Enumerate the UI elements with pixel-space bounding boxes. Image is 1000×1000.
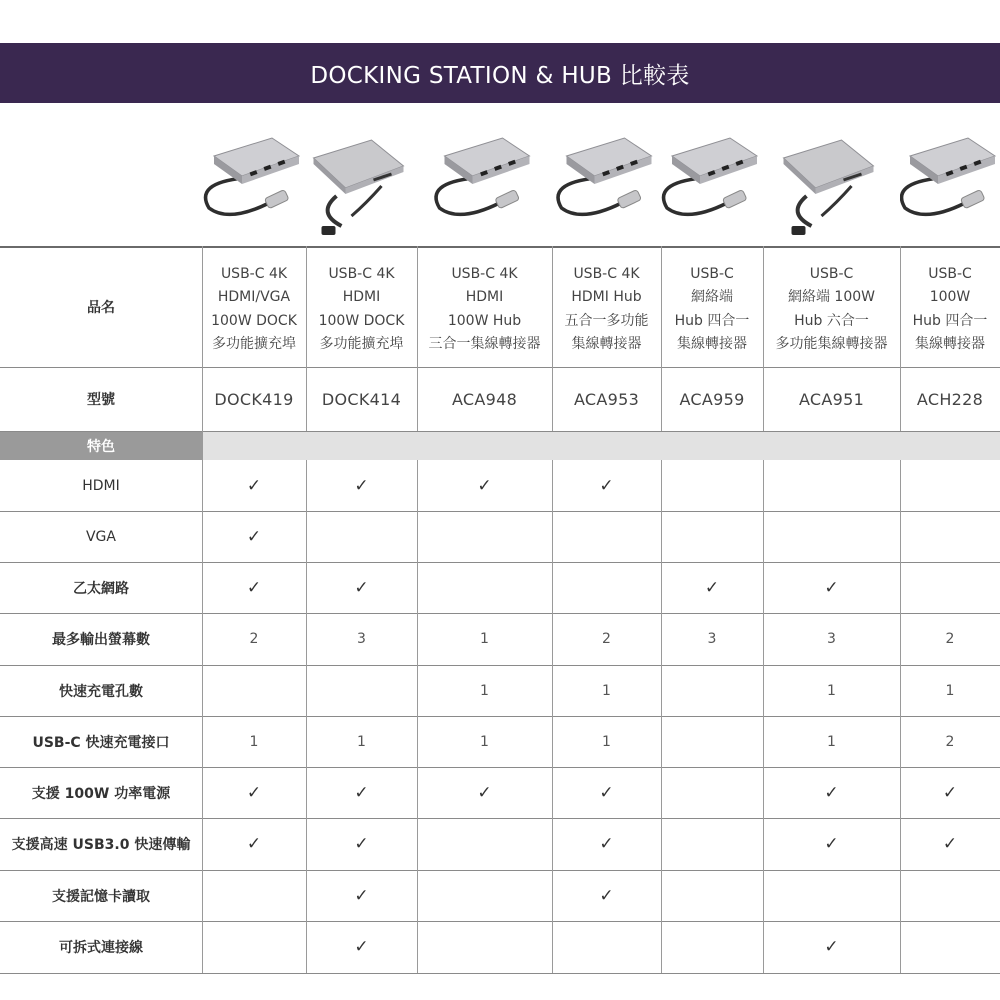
check-mark-icon: ✓ [246, 577, 262, 598]
check-mark-icon: ✓ [354, 937, 369, 957]
product-name-line: HDMI/VGA [217, 289, 291, 305]
product-name-line: 100W [929, 289, 971, 305]
row-label: 快速充電孔數 [59, 683, 143, 700]
row-label: 支援高速 USB3.0 快速傳輸 [11, 837, 191, 853]
usb-c-hub-image [202, 108, 306, 248]
check-mark-icon: ✓ [354, 834, 369, 854]
row-label: 支援 100W 功率電源 [31, 785, 171, 802]
check-mark-icon: ✓ [354, 475, 369, 496]
cell-value: 1 [602, 682, 611, 699]
check-mark-icon: ✓ [824, 834, 839, 854]
row-label-model: 型號 [87, 392, 115, 408]
product-name [202, 252, 306, 367]
product-name [552, 252, 661, 367]
cell-value: 1 [249, 733, 259, 750]
cell-value: 3 [357, 631, 366, 647]
check-mark-icon: ✓ [599, 782, 614, 803]
check-mark-icon: ✓ [354, 782, 369, 803]
product-name-line: USB-C 4K [451, 265, 518, 282]
cell-value: 2 [945, 631, 955, 647]
product-model: DOCK419 [214, 389, 294, 409]
check-mark-icon: ✓ [354, 885, 369, 906]
usb-c-hub-image [900, 108, 1000, 248]
product-model: ACA959 [679, 389, 745, 409]
docking-station-image [763, 108, 900, 248]
product-name-line: 100W Hub [447, 312, 522, 329]
row-divider [0, 431, 1000, 432]
row-label: HDMI [82, 477, 120, 494]
row-label: 可拆式連接線 [59, 940, 143, 956]
title-banner [0, 43, 1000, 103]
product-name-line: USB-C [809, 265, 854, 282]
row-label: 支援記憶卡讀取 [52, 888, 150, 905]
row-label: USB-C 快速充電接口 [32, 734, 170, 751]
check-mark-icon: ✓ [354, 577, 369, 598]
check-mark-icon: ✓ [824, 577, 839, 598]
comparison-table [0, 246, 1000, 974]
product-name-line: 100W DOCK [211, 312, 297, 329]
check-mark-icon: ✓ [824, 937, 839, 957]
product-name [417, 252, 552, 367]
check-mark-icon: ✓ [246, 834, 262, 854]
cell-value: 2 [945, 733, 955, 750]
product-model: ACH228 [916, 389, 984, 409]
product-images [0, 108, 1000, 248]
cell-value: 1 [480, 733, 489, 750]
row-divider [0, 973, 1000, 974]
product-name-line: 集線轉接器 [571, 336, 642, 352]
cell-value: 1 [480, 631, 489, 647]
product-name-line: USB-C 4K [573, 265, 640, 282]
check-mark-icon: ✓ [246, 475, 262, 496]
product-name-line: 多功能集線轉接器 [775, 336, 888, 352]
product-name-line: HDMI [342, 289, 381, 305]
product-name-line: 多功能擴充埠 [319, 336, 404, 352]
check-mark-icon: ✓ [942, 834, 958, 854]
row-label: 乙太網路 [73, 580, 129, 597]
product-name [900, 252, 1000, 367]
product-name-line: 集線轉接器 [915, 336, 985, 352]
cell-value: 1 [480, 682, 489, 699]
product-model: ACA951 [798, 389, 865, 409]
cell-value: 1 [357, 733, 366, 750]
product-name-line: Hub 六合一 [794, 312, 869, 329]
cell-value: 3 [707, 631, 717, 647]
product-name-line: 三合一集線轉接器 [428, 336, 541, 352]
product-name-line: HDMI Hub [571, 289, 642, 305]
cell-value: 1 [827, 682, 836, 699]
product-name-line: USB-C [690, 265, 734, 282]
row-label-name: 品名 [87, 299, 115, 316]
column-divider [202, 431, 203, 460]
row-label: VGA [85, 528, 116, 545]
product-name-line: 網絡端 100W [787, 289, 875, 305]
check-mark-icon: ✓ [942, 782, 958, 803]
product-name-line: HDMI [465, 289, 504, 305]
check-mark-icon: ✓ [599, 475, 614, 496]
cell-value: 3 [827, 631, 836, 647]
product-name [763, 252, 900, 367]
product-name-line: 100W DOCK [318, 312, 405, 329]
row-label: 最多輸出螢幕數 [52, 632, 150, 648]
check-mark-icon: ✓ [824, 782, 839, 803]
check-mark-icon: ✓ [477, 782, 492, 803]
product-name-line: 五合一多功能 [564, 312, 649, 329]
product-name-line: Hub 四合一 [674, 312, 750, 329]
cell-value: 2 [602, 631, 611, 647]
check-mark-icon: ✓ [477, 475, 492, 496]
docking-station-image [306, 108, 417, 248]
product-name-line: USB-C 4K [328, 265, 395, 282]
usb-c-hub-image [417, 108, 552, 248]
check-mark-icon: ✓ [246, 782, 262, 803]
page-title: DOCKING STATION & HUB 比較表 [310, 62, 690, 89]
product-model: DOCK414 [321, 389, 402, 409]
features-section-label: 特色 [0, 431, 202, 460]
check-mark-icon: ✓ [704, 577, 720, 598]
product-name [661, 252, 763, 367]
product-name [306, 252, 417, 367]
product-name-line: 網絡端 [691, 289, 733, 305]
product-name-line: Hub 四合一 [912, 312, 988, 329]
check-mark-icon: ✓ [599, 834, 614, 854]
product-name-line: 多功能擴充埠 [212, 336, 296, 352]
product-name-line: 集線轉接器 [677, 336, 747, 352]
cell-value: 2 [249, 631, 259, 647]
cell-value: 1 [602, 733, 611, 750]
cell-value: 1 [827, 733, 836, 750]
product-model: ACA948 [451, 389, 518, 409]
column-divider [661, 460, 662, 973]
product-name-line: USB-C 4K [220, 265, 288, 282]
product-name-line: USB-C [928, 265, 972, 282]
cell-value: 1 [945, 682, 955, 699]
check-mark-icon: ✓ [246, 526, 262, 547]
product-model: ACA953 [573, 389, 640, 409]
usb-c-hub-image [552, 108, 661, 248]
check-mark-icon: ✓ [599, 885, 614, 906]
usb-c-hub-image [661, 108, 763, 248]
